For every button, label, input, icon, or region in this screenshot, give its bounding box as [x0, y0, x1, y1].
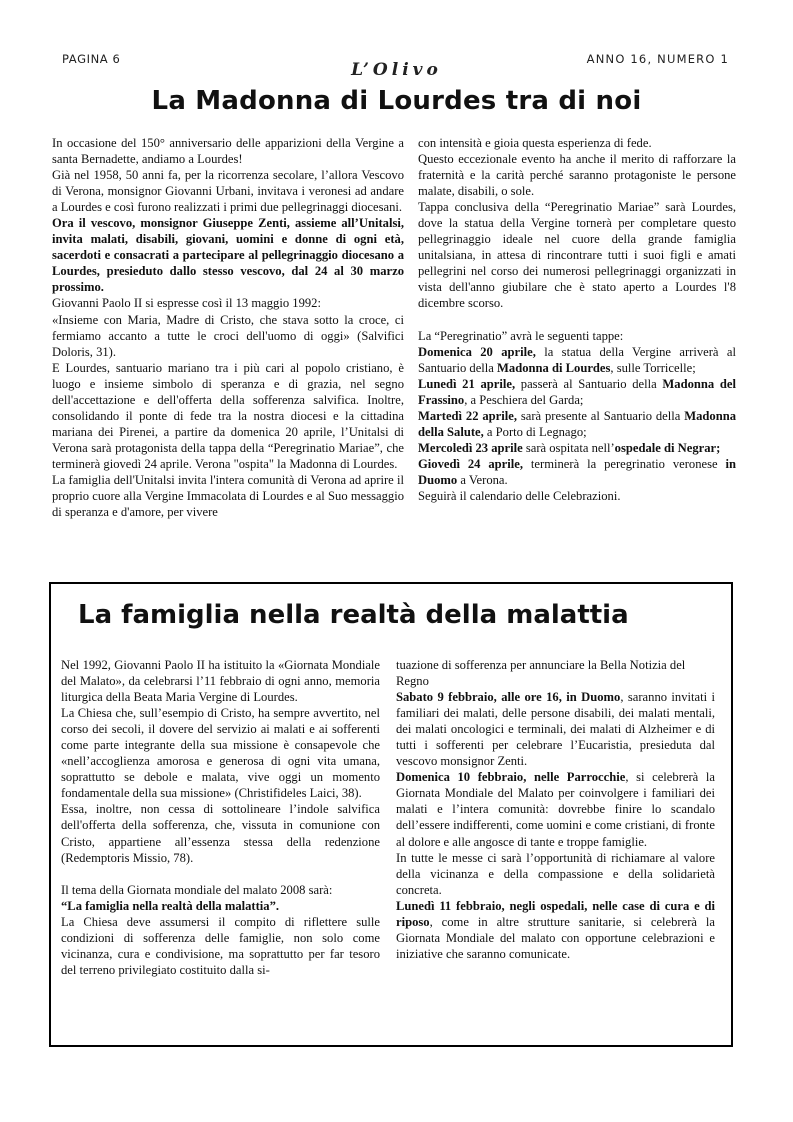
article1-title: La Madonna di Lourdes tra di noi [151, 86, 642, 116]
paragraph: La famiglia dell'Unitalsi invita l'intera comunità di Verona ad aprire il proprio cuore alla Vergine Immacolata di Lourdes e al Suo messaggio di speranza e d'amore, per vivere [52, 472, 404, 520]
stage-place: Madonna del Frassino [418, 376, 736, 407]
stage-item [418, 344, 736, 376]
stage-text: la statua della Vergine arriverà al Santuario della [418, 344, 736, 375]
stage-text: , a Peschiera del Garda; [464, 392, 584, 407]
paragraph: In tutte le messe ci sarà l’opportunità di richiamare al valore della vicinanza e della compassione e della solidarietà concreta. [396, 850, 715, 897]
event-text: , si celebrerà la Giornata Mondiale del Malato per coinvolgere i familiari dei malati e l’intera comunità: dovrebbe finire lo scandalo dell’essere indifferenti, come uomini e come cristiani, di fronte al dolore e alle angosce di tante e troppe famiglie. [396, 770, 715, 849]
article2-column-1 [61, 657, 380, 978]
stage-text: passerà al Santuario della [515, 376, 663, 391]
paragraph: «Insieme con Maria, Madre di Cristo, che stava sotto la croce, ci fermiamo accanto a tutte le croci dell'uomo di oggi» (Salvifici Doloris, 31). [52, 312, 404, 359]
paragraph: tuazione di sofferenza per annunciare la Bella Notizia del Regno [396, 658, 686, 689]
paragraph: La Chiesa che, sull’esempio di Cristo, ha sempre avvertito, nel corso dei secoli, il dovere del servizio ai malati e ai sofferenti come parte integrante della sua missione è consapevole che «nell’accoglienza amorosa e generosa di ogni vita umana, soprattutto se debole e malata, vive oggi un momento fondamentale della sua missione» (Christifideles Laici, 38). [61, 706, 380, 801]
paragraph: Tappa conclusiva della “Peregrinatio Mariae” sarà Lourdes, dove la statua della Vergine tornerà per completare questo pellegrinaggio ideale nel cuore della grande famiglia unitalsiana, in attesa di rincontrare tutti i suoi figli e amati pellegrini nel corso dei numerosi pellegrinaggi organizzati in vista dell'anno giubilare che è stato aperto a Lourdes l'8 dicembre scorso. [418, 200, 736, 311]
paragraph: Essa, inoltre, non cessa di sottolineare l’indole salvifica dell'offerta della sofferenza, che, vissuta in comunione con Cristo, appartiene all’essenza stessa della redenzione (Redemptoris Missio, 78). [61, 802, 380, 865]
stage-place: in Duomo [418, 456, 736, 487]
masthead: L’Olivo [351, 60, 442, 80]
issue-number: ANNO 16, NUMERO 1 [586, 52, 729, 66]
stage-place: ospedale di Negrar; [614, 440, 721, 455]
stage-item [418, 456, 736, 488]
paragraph: con intensità e gioia questa esperienza di fede. [418, 136, 652, 150]
paragraph: Questo eccezionale evento ha anche il merito di rafforzare la fraternità e la carità perché saranno protagoniste le persone malate, disabili, o sole. [418, 152, 736, 199]
paragraph: Nel 1992, Giovanni Paolo II ha istituito la «Giornata Mondiale del Malato», da celebrarsi l’11 febbraio di ogni anno, memoria liturgica della Beata Maria Vergine di Lourdes. [61, 658, 380, 705]
article2-column-2 [396, 657, 715, 962]
article1-column-2 [418, 135, 736, 504]
stage-item [418, 440, 736, 456]
paragraph: Seguirà il calendario delle Celebrazioni. [418, 488, 621, 503]
event-text: , come in altre strutture sanitarie, si celebrerà la Giornata Mondiale del malato con opportune celebrazioni e iniziative che saranno comunicate. [396, 914, 715, 961]
paragraph: La Chiesa deve assumersi il compito di riflettere sulle condizioni di sofferenza delle famiglie, non solo come vicinanza, cura e condivisione, ma soprattutto per far tesoro del terreno privilegiato costituito dalla si- [61, 914, 380, 977]
stage-text: , sulle Torricelle; [610, 360, 696, 375]
paragraph: In occasione del 150° anniversario delle apparizioni della Vergine a santa Bernadette, andiamo a Lourdes! [52, 136, 404, 167]
stage-text: a Verona. [457, 472, 508, 487]
stage-place: Madonna della Salute, [418, 408, 737, 439]
stage-date: Giovedì 24 aprile, [418, 456, 524, 471]
stage-date: Domenica 20 aprile, [418, 344, 536, 359]
stage-place: Madonna di Lourdes [497, 360, 611, 375]
paragraph-bold: Ora il vescovo, monsignor Giuseppe Zenti, assieme all’Unitalsi, invita malati, disabili, giovani, uomini e donne di ogni età, sacerdoti e consacrati a partecipare al pellegrinaggio diocesano a Lourdes, presieduto dallo stesso vescovo, dal 24 al 30 marzo prossimo. [52, 216, 404, 295]
event-date: Domenica 10 febbraio, nelle Parrocchie [396, 770, 626, 785]
event-date: Sabato 9 febbraio, alle ore 16, in Duomo [396, 690, 621, 705]
paragraph [396, 769, 715, 849]
paragraph: Già nel 1958, 50 anni fa, per la ricorrenza secolare, l’allora Vescovo di Verona, monsignor Giovanni Urbani, invitava i veronesi ad andare a Lourdes e così furono realizzati i primi due pellegrinaggi diocesani. [52, 168, 404, 215]
paragraph: Il tema della Giornata mondiale del malato 2008 sarà: [61, 882, 333, 897]
stage-item [418, 408, 736, 440]
stage-date: Lunedì 21 aprile, [418, 376, 516, 391]
stage-item [418, 376, 736, 408]
paragraph [396, 689, 715, 769]
paragraph: E Lourdes, santuario mariano tra i più cari al popolo cristiano, è luogo e insieme simbolo di speranza e di grazia, nel segno dell'accettazione e dell'offerta della sofferenza salvifica. Inoltre, consolidando il ponte di fede tra la nostra diocesi e la cittadina mariana dei Pirenei, a partire da domenica 20 aprile, l’Unitalsi di Verona sarà protagonista della tappa della “Peregrinatio Mariae”, che terminerà giovedì 24 aprile. Verona "ospita" la Madonna di Lourdes. [52, 360, 404, 471]
article1-column-1 [52, 135, 404, 520]
page-number: PAGINA 6 [62, 52, 121, 66]
paragraph [396, 898, 715, 962]
article2-title: La famiglia nella realtà della malattia [78, 600, 629, 630]
stage-text: sarà ospitata nell’ [522, 440, 615, 455]
stage-date: Martedì 22 aprile, [418, 408, 517, 423]
stage-date: Mercoledì 23 aprile [418, 440, 523, 455]
stage-text: terminerà la peregrinatio veronese [523, 456, 726, 471]
stage-text: a Porto di Legnago; [483, 424, 587, 439]
paragraph: La “Peregrinatio” avrà le seguenti tappe: [418, 328, 624, 343]
paragraph: Giovanni Paolo II si espresse così il 13 maggio 1992: [52, 296, 321, 311]
theme-title: “La famiglia nella realtà della malattia”. [61, 898, 280, 913]
event-text: , saranno invitati i familiari dei malati, delle persone disabili, dei malati mentali, dei malati oncologici e terminali, dei malati di Alzheimer e di tutti i sofferenti per celebrare l’Eucaristia, presieduta dal vescovo monsignor Zenti. [396, 690, 715, 769]
stage-text: sarà presente al Santuario della [517, 408, 685, 423]
event-date: Lunedì 11 febbraio, negli ospedali, nelle case di cura e di riposo [396, 898, 715, 929]
